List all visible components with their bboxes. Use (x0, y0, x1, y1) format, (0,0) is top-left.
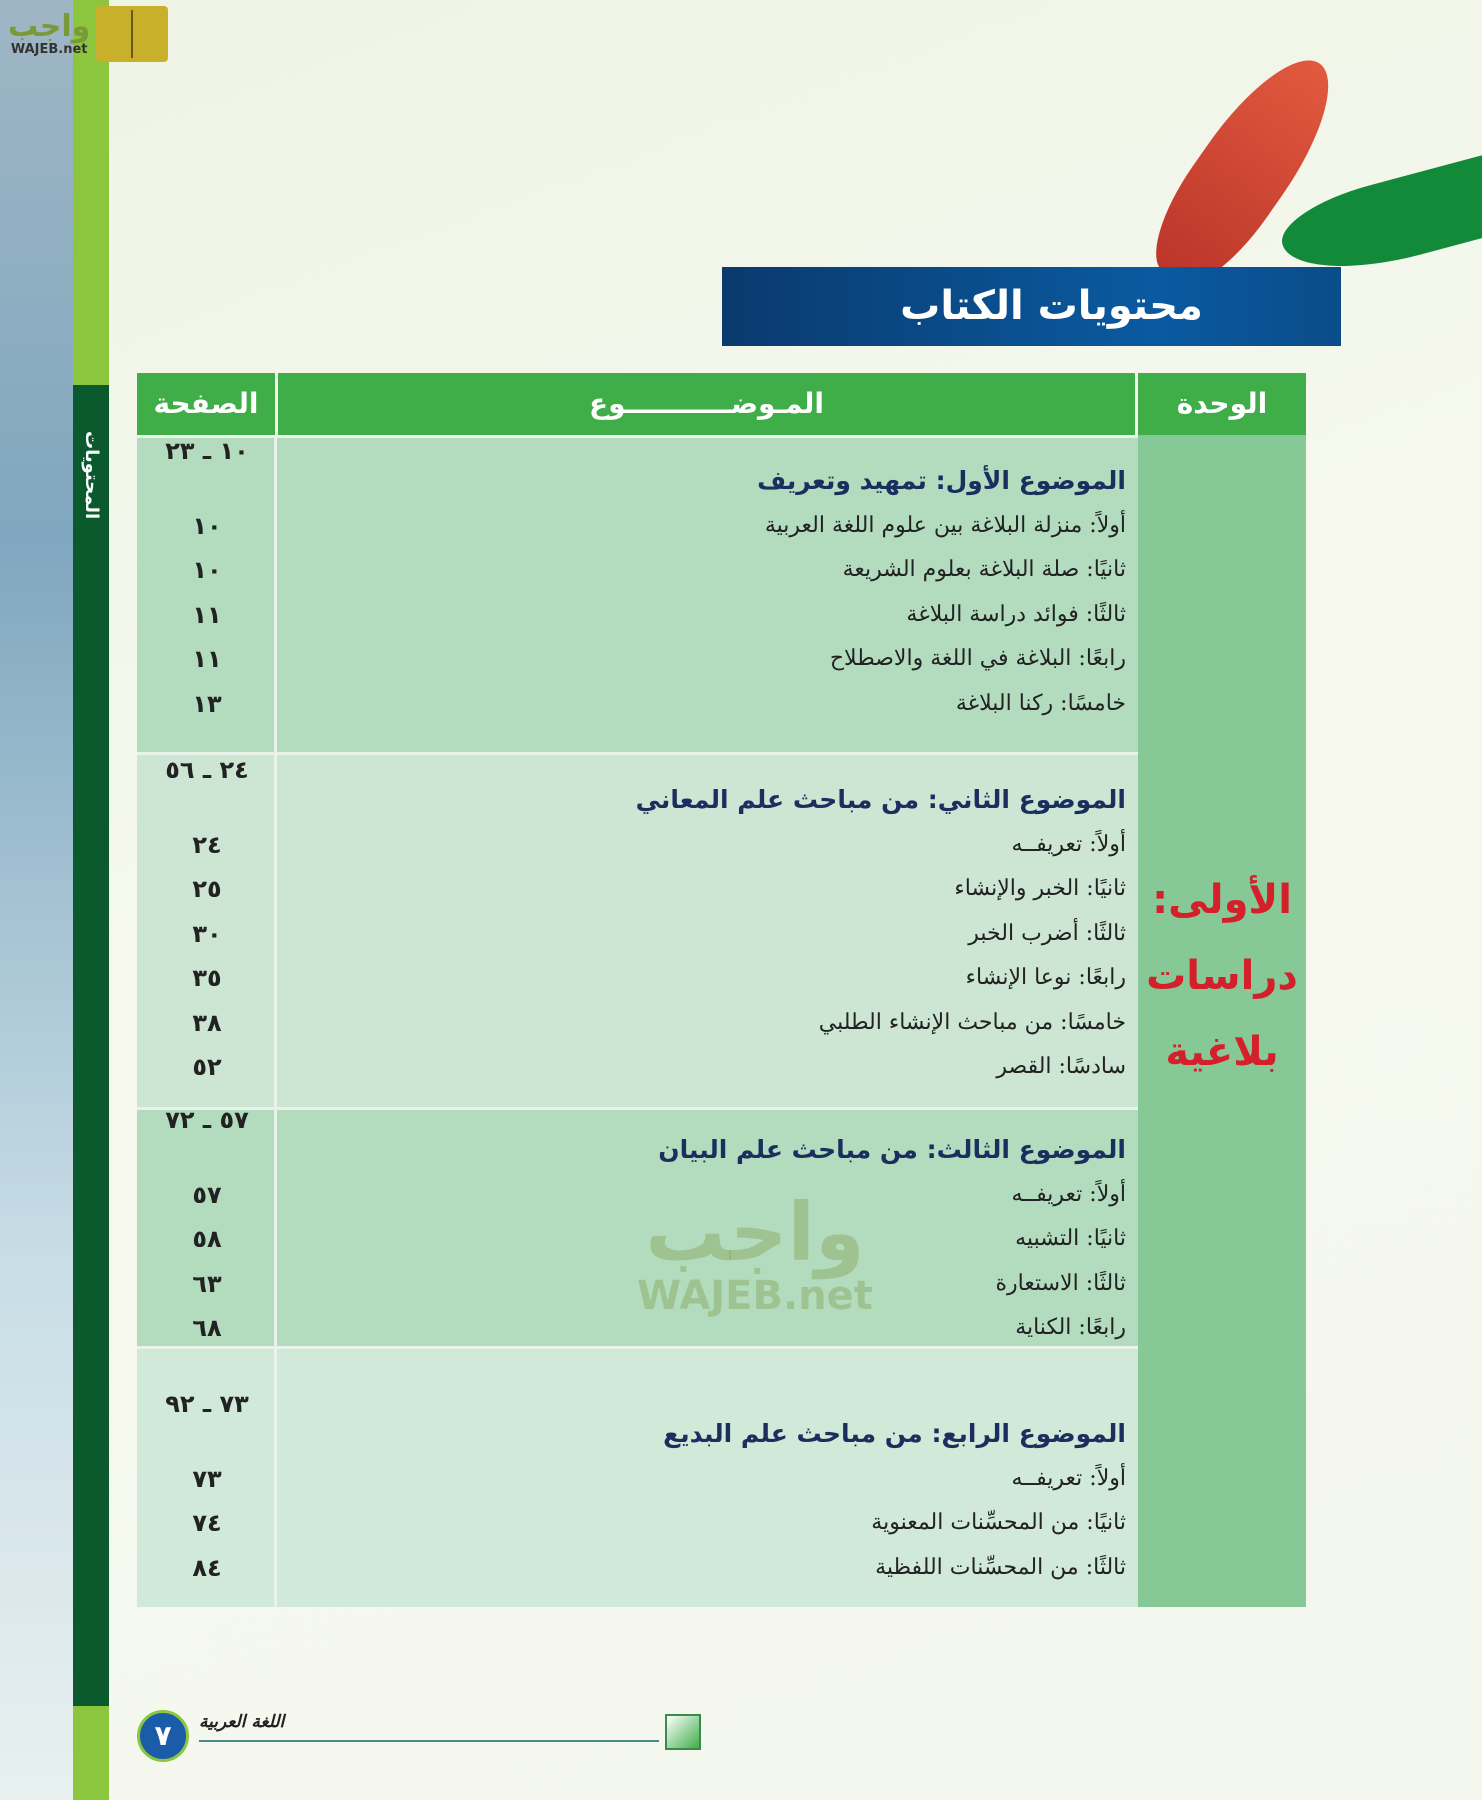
page-title: محتويات الكتاب (722, 267, 1341, 346)
topic-text: ثانيًا: التشبيه (1015, 1226, 1126, 1251)
topic-text: ثانيًا: الخبر والإنشاء (954, 876, 1126, 901)
page-ref: ٢٤ (192, 830, 222, 859)
chart-logo-icon (665, 1714, 701, 1750)
unit-line: دراسات (1146, 953, 1298, 999)
page-ref: ٧٤ (192, 1509, 222, 1537)
page-ref: ٨٤ (192, 1553, 222, 1582)
topic-section (137, 435, 1138, 752)
page-ref: ٥٨ (192, 1225, 222, 1253)
page-ref: ٦٨ (192, 1314, 222, 1342)
topic-text: ثالثًا: فوائد دراسة البلاغة (906, 601, 1126, 627)
subtopic-row[interactable] (137, 636, 1138, 682)
page-ref: ١٠ (192, 556, 222, 584)
topic-section (137, 752, 1138, 1107)
page-ref: ٣٠ (192, 919, 222, 948)
subtopic-row[interactable] (137, 1456, 1138, 1502)
side-strip (73, 0, 109, 1800)
topic-text: رابعًا: نوعا الإنشاء (965, 965, 1126, 990)
topic-text: أولاً: تعريفــه (1011, 831, 1126, 857)
topic-text: خامسًا: من مباحث الإنشاء الطلبي (818, 1009, 1126, 1035)
page-ref: ١٠ ـ ٢٣ (165, 437, 249, 465)
contents-table (137, 373, 1306, 1607)
watermark (637, 1186, 873, 1319)
page-number: ٧ (137, 1710, 189, 1762)
page-ref: ٢٤ ـ ٥٦ (165, 756, 249, 784)
subtopic-row[interactable] (137, 1545, 1138, 1591)
topic-heading-row[interactable] (137, 1390, 1138, 1448)
unit-line: الأولى: (1152, 877, 1292, 923)
topic-text: خامسًا: ركنا البلاغة (955, 690, 1126, 716)
topic-text: الموضوع الرابع: من مباحث علم البديع (663, 1419, 1126, 1448)
page-ref: ٣٥ (192, 964, 222, 992)
page-ref: ٥٢ (192, 1053, 222, 1081)
subtopic-row[interactable] (137, 681, 1138, 727)
logo-latin: WAJEB.net (10, 41, 88, 57)
topic-text: أولاً: منزلة البلاغة بين علوم اللغة العربية (764, 512, 1126, 538)
subtopic-row[interactable] (137, 866, 1138, 912)
topic-text: ثالثًا: الاستعارة (995, 1270, 1126, 1296)
topic-text: أولاً: تعريفــه (1011, 1465, 1126, 1491)
wajeb-logo[interactable] (8, 6, 168, 62)
unit-line: بلاغية (1165, 1029, 1279, 1075)
side-label: المحتويات (81, 430, 102, 520)
topic-heading-row[interactable] (137, 1106, 1138, 1164)
topic-text: الموضوع الأول: تمهيد وتعريف (757, 466, 1126, 495)
strip-bottom (73, 1706, 109, 1800)
page-ref: ١١ (192, 600, 222, 629)
topic-text: أولاً: تعريفــه (1011, 1181, 1126, 1207)
page-ref: ٢٥ (192, 875, 222, 903)
header-unit: الوحدة (1138, 373, 1306, 435)
topic-text: ثالثًا: أضرب الخبر (968, 920, 1126, 946)
subtopic-row[interactable] (137, 911, 1138, 957)
footer-rule (199, 1740, 659, 1742)
page-ref: ٥٧ ـ ٧٢ (165, 1106, 249, 1134)
watermark-arabic: واجب (645, 1186, 865, 1279)
logo-arabic: واجب (8, 8, 91, 44)
topic-heading-row[interactable] (137, 437, 1138, 495)
subtopic-row[interactable] (137, 547, 1138, 593)
page-ref: ٣٨ (192, 1008, 222, 1037)
page-ref: ١٠ (192, 511, 222, 540)
subject-name: اللغة العربية (199, 1712, 285, 1732)
subtopic-row[interactable] (137, 1500, 1138, 1546)
topic-section (137, 1346, 1138, 1607)
topic-text: رابعًا: الكناية (1015, 1315, 1126, 1340)
subtopic-row[interactable] (137, 503, 1138, 549)
page-ref: ١٣ (192, 689, 222, 718)
page-ref: ٥٧ (192, 1180, 222, 1209)
subtopic-row[interactable] (137, 955, 1138, 1001)
header-topic: المـوضـــــــــــوع (278, 373, 1135, 435)
book-icon (96, 6, 168, 62)
topic-text: سادسًا: القصر (996, 1054, 1126, 1079)
footer (137, 1710, 707, 1760)
page-ref: ١١ (192, 645, 222, 673)
subtopic-row[interactable] (137, 822, 1138, 868)
page-ref: ٦٣ (192, 1269, 222, 1298)
subtopic-row[interactable] (137, 592, 1138, 638)
topic-text: الموضوع الثالث: من مباحث علم البيان (658, 1135, 1126, 1164)
subtopic-row[interactable] (137, 1000, 1138, 1046)
page-ref: ٧٣ ـ ٩٢ (165, 1390, 249, 1418)
topic-text: ثانيًا: من المحسِّنات المعنوية (871, 1510, 1126, 1535)
topic-text: الموضوع الثاني: من مباحث علم المعاني (635, 785, 1126, 814)
topic-text: ثانيًا: صلة البلاغة بعلوم الشريعة (842, 557, 1126, 582)
watermark-latin: WAJEB.net (637, 1273, 873, 1319)
building-photo (0, 0, 73, 1800)
subtopic-row[interactable] (137, 1044, 1138, 1090)
header-page: الصفحة (137, 373, 275, 435)
topic-text: ثالثًا: من المحسِّنات اللفظية (875, 1554, 1126, 1580)
unit-cell (1138, 435, 1306, 1607)
page-ref: ٧٣ (192, 1464, 222, 1493)
topic-text: رابعًا: البلاغة في اللغة والاصطلاح (829, 646, 1126, 671)
topic-heading-row[interactable] (137, 756, 1138, 814)
